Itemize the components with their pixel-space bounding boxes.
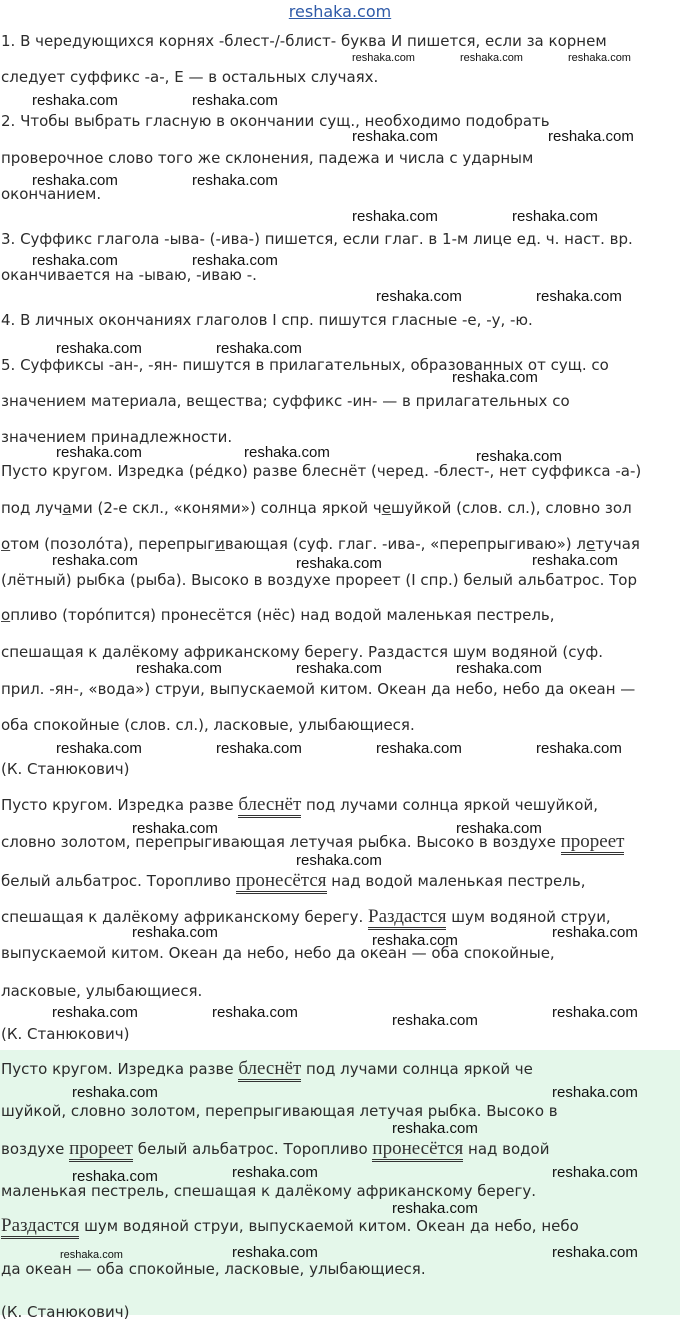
rule-line: 1. В чередующихся корнях -блест-/-блист- буква И пишется, если за корнем: [1, 32, 607, 50]
watermark: reshaka.com: [536, 288, 622, 305]
watermark: reshaka.com: [192, 92, 278, 109]
watermark: reshaka.com: [552, 1244, 638, 1261]
analysis-line: оба спокойные (слов. сл.), ласковые, улыбающиеся.: [1, 716, 415, 734]
analysis-line: под лучами (2-е скл., «конями») солнца яркой чешуйкой (слов. сл.), словно зол: [1, 499, 632, 517]
watermark: reshaka.com: [212, 1004, 298, 1021]
text-line: словно золотом, перепрыгивающая летучая рыбка. Высоко в воздухе прореет: [1, 833, 624, 851]
watermark: reshaka.com: [452, 369, 538, 386]
answer-line: Раздастся шум водяной струи, выпускаемой китом. Океан да небо, небо: [1, 1217, 579, 1235]
watermark: reshaka.com: [52, 1004, 138, 1021]
rule-line: следует суффикс -а-, Е — в остальных случаях.: [1, 68, 379, 86]
watermark: reshaka.com: [552, 924, 638, 941]
text-line: белый альбатрос. Торопливо пронесётся над водой маленькая пестрель,: [1, 872, 586, 890]
answer-line: воздухе прореет белый альбатрос. Торопливо пронесётся над водой: [1, 1140, 549, 1158]
watermark: reshaka.com: [476, 448, 562, 465]
rule-line: значением принадлежности.: [1, 428, 233, 446]
watermark: reshaka.com: [32, 92, 118, 109]
rule-line: оканчивается на -ываю, -иваю -.: [1, 266, 257, 284]
watermark: reshaka.com: [548, 128, 634, 145]
watermark: reshaka.com: [232, 1244, 318, 1261]
watermark: reshaka.com: [352, 128, 438, 145]
watermark: reshaka.com: [372, 932, 458, 949]
rule-line: значением материала, вещества; суффикс -ин- — в прилагательных со: [1, 392, 570, 410]
watermark: reshaka.com: [296, 660, 382, 677]
answer-line: маленькая пестрель, спешащая к далёкому африканскому берегу.: [1, 1182, 537, 1200]
author: (К. Станюкович): [1, 1303, 130, 1321]
watermark: reshaka.com: [52, 552, 138, 569]
analysis-line: Пусто кругом. Изредка (рéдко) разве блеснёт (черед. -блест-, нет суффикса -а-): [1, 462, 642, 480]
watermark: reshaka.com: [56, 740, 142, 757]
watermark: reshaka.com: [376, 288, 462, 305]
watermark: reshaka.com: [232, 1164, 318, 1181]
watermark: reshaka.com: [216, 340, 302, 357]
watermark: reshaka.com: [392, 1012, 478, 1029]
answer-line: шуйкой, словно золотом, перепрыгивающая летучая рыбка. Высоко в: [1, 1102, 558, 1120]
watermark: reshaka.com: [568, 52, 631, 64]
watermark: reshaka.com: [456, 660, 542, 677]
watermark: reshaka.com: [512, 208, 598, 225]
analysis-line: спешащая к далёкому африканскому берегу. Раздастся шум водяной (суф.: [1, 643, 603, 661]
watermark: reshaka.com: [552, 1164, 638, 1181]
rule-line: проверочное слово того же склонения, падежа и числа с ударным: [1, 149, 534, 167]
rule-line: 5. Суффиксы -ан-, -ян- пишутся в прилагательных, образованных от сущ. со: [1, 356, 609, 374]
watermark: reshaka.com: [296, 555, 382, 572]
analysis-line: опливо (торóпится) пронесётся (нёс) над водой маленькая пестрель,: [1, 606, 555, 624]
author: (К. Станюкович): [1, 760, 130, 778]
analysis-line: (лётный) рыбка (рыба). Высоко в воздухе прореет (I спр.) белый альбатрос. Тор: [1, 571, 637, 589]
watermark: reshaka.com: [244, 444, 330, 461]
watermark: reshaka.com: [56, 444, 142, 461]
text-line: спешащая к далёкому африканскому берегу. Раздастся шум водяной струи,: [1, 908, 611, 926]
watermark: reshaka.com: [192, 252, 278, 269]
watermark: reshaka.com: [132, 820, 218, 837]
rule-line: 3. Суффикс глагола -ыва- (-ива-) пишется, если глаг. в 1-м лице ед. ч. наст. вр.: [1, 230, 633, 248]
author: (К. Станюкович): [1, 1025, 130, 1043]
watermark: reshaka.com: [456, 820, 542, 837]
watermark: reshaka.com: [536, 740, 622, 757]
watermark: reshaka.com: [132, 924, 218, 941]
watermark: reshaka.com: [552, 1084, 638, 1101]
rule-line: окончанием.: [1, 185, 102, 203]
watermark: reshaka.com: [32, 252, 118, 269]
watermark: reshaka.com: [136, 660, 222, 677]
text-line: ласковые, улыбающиеся.: [1, 982, 203, 1000]
watermark: reshaka.com: [32, 172, 118, 189]
rule-line: 2. Чтобы выбрать гласную в окончании сущ., необходимо подобрать: [1, 112, 550, 130]
watermark: reshaka.com: [72, 1168, 158, 1185]
watermark: reshaka.com: [216, 740, 302, 757]
watermark: reshaka.com: [72, 1084, 158, 1101]
watermark: reshaka.com: [392, 1120, 478, 1137]
watermark: reshaka.com: [552, 1004, 638, 1021]
watermark: reshaka.com: [352, 52, 415, 64]
analysis-line: прил. -ян-, «вода») струи, выпускаемой китом. Океан да небо, небо да океан —: [1, 680, 636, 698]
watermark: reshaka.com: [532, 552, 618, 569]
answer-line: Пусто кругом. Изредка разве блеснёт под лучами солнца яркой че: [1, 1060, 533, 1078]
answer-line: да океан — оба спокойные, ласковые, улыбающиеся.: [1, 1260, 426, 1278]
watermark: reshaka.com: [56, 340, 142, 357]
analysis-line: отом (позолóта), перепрыгивающая (суф. глаг. -ива-, «перепрыгиваю») летучая: [1, 535, 640, 553]
watermark: reshaka.com: [392, 1200, 478, 1217]
watermark: reshaka.com: [296, 852, 382, 869]
text-line: выпускаемой китом. Океан да небо, небо да океан — оба спокойные,: [1, 944, 555, 962]
watermark: reshaka.com: [460, 52, 523, 64]
site-title[interactable]: reshaka.com: [288, 2, 392, 21]
watermark: reshaka.com: [192, 172, 278, 189]
rule-line: 4. В личных окончаниях глаголов I спр. пишутся гласные -е, -у, -ю.: [1, 311, 533, 329]
watermark: reshaka.com: [352, 208, 438, 225]
text-line: Пусто кругом. Изредка разве блеснёт под лучами солнца яркой чешуйкой,: [1, 796, 598, 814]
watermark: reshaka.com: [60, 1249, 123, 1261]
watermark: reshaka.com: [376, 740, 462, 757]
